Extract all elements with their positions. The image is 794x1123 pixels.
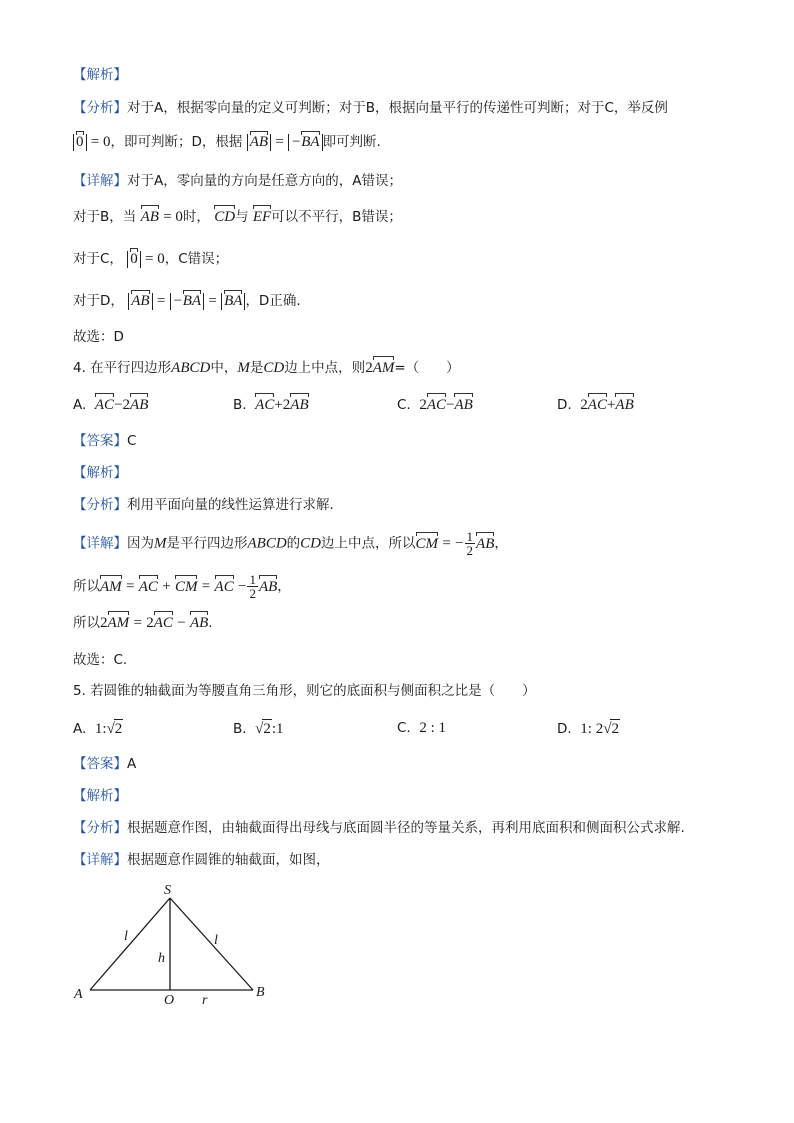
edge-sa [90, 898, 170, 990]
eq-d2: = [208, 293, 217, 309]
coef-2: 2 [365, 360, 373, 376]
eq-sign: = [275, 134, 284, 150]
q3-detail-b [73, 208, 402, 226]
eq-zero-c: = 0 [145, 251, 165, 267]
q4-fenxi-text: 利用平面向量的线性运算进行求解. [127, 497, 334, 513]
q5-option-d[interactable]: D. 1: 2√2 [557, 721, 619, 737]
label-a: A [74, 987, 83, 1002]
q4-label-fenxi: 【分析】 [73, 497, 127, 513]
q5-detail-row: 【详解】根据题意作圆锥的轴截面，如图， [73, 852, 330, 868]
q4-option-a[interactable]: A. AC−2AB [73, 397, 149, 413]
q4-answer: 故选：C. [73, 652, 128, 668]
q3-detail-b3: 与 [235, 209, 249, 225]
q4-detail-2: 所以AM = AC + CM = AC − $\frac{1}{2}$ AB， [73, 572, 291, 601]
q4-option-c[interactable]: C. 2AC−AB [397, 397, 473, 413]
label-h: h [158, 951, 165, 966]
q3-answer: 故选：D [73, 329, 124, 345]
q3-detail-a-text: 对于A，零向量的方向是任意方向的，A错误； [127, 173, 402, 189]
label-fenxi: 【分析】 [73, 100, 127, 116]
cone-axial-section-figure [70, 878, 280, 1013]
math-m: M [237, 360, 250, 376]
eq-zero-b: = 0 [163, 209, 183, 225]
q4-detail-1: 【详解】因为M是平行四边形ABCD的CD边上中点，所以CM = − $\frac{1}{2}$ AB， [73, 529, 508, 558]
abs-neg-ba: −BA [288, 134, 322, 151]
q3-detail-c2: ，C错误； [164, 251, 229, 267]
q3-analysis-line2 [73, 133, 381, 151]
label-r: r [202, 993, 208, 1008]
q4-stem-e: =（ ） [394, 360, 460, 376]
q4-stem-d: 边上中点，则 [284, 360, 366, 376]
math-cd: CD [263, 360, 285, 376]
abs-ba-d: BA [221, 293, 245, 310]
q3-detail-d1: 对于D， [73, 293, 124, 309]
eq-zero: = 0 [90, 134, 111, 150]
q4-answer-value: C [127, 433, 137, 449]
q4-answer-row [73, 432, 136, 450]
vec-ab: AB [140, 209, 159, 225]
abs-neg-ba-d: −BA [170, 293, 204, 310]
label-o: O [164, 993, 175, 1008]
q3-fenxi-text: 对于A，根据零向量的定义可判断；对于B，根据向量平行的传递性可判断；对于C，举反例 [127, 100, 668, 116]
abs-zero: 0 [73, 134, 87, 151]
q3-detail-a [73, 172, 402, 190]
q5-fenxi-row: 【分析】根据题意作图，由轴截面得出母线与底面圆半径的等量关系，再利用底面积和侧面积公式求解. [73, 820, 685, 836]
q5-fenxi-text: 根据题意作图，由轴截面得出母线与底面圆半径的等量关系，再利用底面积和侧面积公式求解. [127, 820, 685, 836]
q5-option-c[interactable]: C. 2 : 1 [397, 720, 446, 736]
label-l-left: l [124, 929, 128, 944]
q4-stem-a: 4. 在平行四边形 [73, 360, 172, 376]
math-abcd: ABCD [171, 360, 211, 376]
q5-option-a[interactable]: A. 1:√2 [73, 721, 123, 737]
q5-option-b[interactable]: B. √2:1 [233, 721, 284, 737]
q4-stem-c: 是 [249, 360, 264, 376]
q5-detail-text: 根据题意作圆锥的轴截面，如图， [127, 852, 330, 868]
q4-detail-3: 所以2AM = 2AC − AB. [73, 615, 213, 631]
q4-label-xiangjie: 【详解】 [73, 535, 127, 552]
vec-cm: CM [415, 535, 439, 552]
q4-option-d[interactable]: D. 2AC+AB [557, 397, 634, 413]
q5-answer-value: A [127, 756, 137, 772]
q5-answer-row: 【答案】A [73, 756, 137, 772]
q3-detail-b2: 时， [182, 209, 210, 225]
q4-label-jiexi: 【解析】 [73, 465, 127, 481]
label-b: B [256, 985, 265, 1000]
q3-detail-d [73, 292, 301, 310]
abs-zero-c: 0 [127, 251, 141, 268]
q3-detail-d2: ，D正确. [245, 293, 301, 309]
frac-half: $\frac{1}{2}$ [466, 529, 474, 558]
vec-ef: EF [252, 209, 272, 225]
q5-stem: 5. 若圆锥的轴截面为等腰直角三角形，则它的底面积与侧面积之比是（ ） [73, 683, 536, 699]
vec-am: AM [372, 360, 395, 376]
q3-fenxi-b1: ，即可判断；D，根据 [110, 134, 243, 150]
q3-detail-b1: 对于B，当 [73, 209, 137, 225]
q3-detail-b4: 可以不平行，B错误； [271, 209, 402, 225]
q4-stem [73, 359, 460, 377]
q5-label-jiexi: 【解析】 [73, 788, 127, 804]
label-daan: 【答案】 [73, 433, 127, 449]
q3-detail-c [73, 250, 228, 268]
q4-option-b[interactable]: B. AC+2AB [233, 397, 309, 413]
frac-half-2: $\frac{1}{2}$ [249, 572, 256, 601]
q3-analysis-line1 [73, 99, 668, 117]
edge-sb [170, 898, 253, 990]
q4-fenxi-row [73, 496, 334, 514]
section-label-jiexi: 【解析】 [73, 67, 127, 83]
q3-fenxi-b2: 即可判断. [322, 134, 381, 150]
q4-stem-b: 中， [210, 360, 238, 376]
abs-ab-d: AB [128, 293, 152, 310]
label-xiangjie: 【详解】 [73, 173, 127, 189]
vec-cd: CD [214, 209, 236, 225]
label-s: S [164, 883, 171, 898]
label-l-right: l [214, 933, 218, 948]
abs-ab: AB [247, 134, 271, 151]
q3-detail-c1: 对于C， [73, 251, 123, 267]
eq-d1: = [156, 293, 166, 309]
